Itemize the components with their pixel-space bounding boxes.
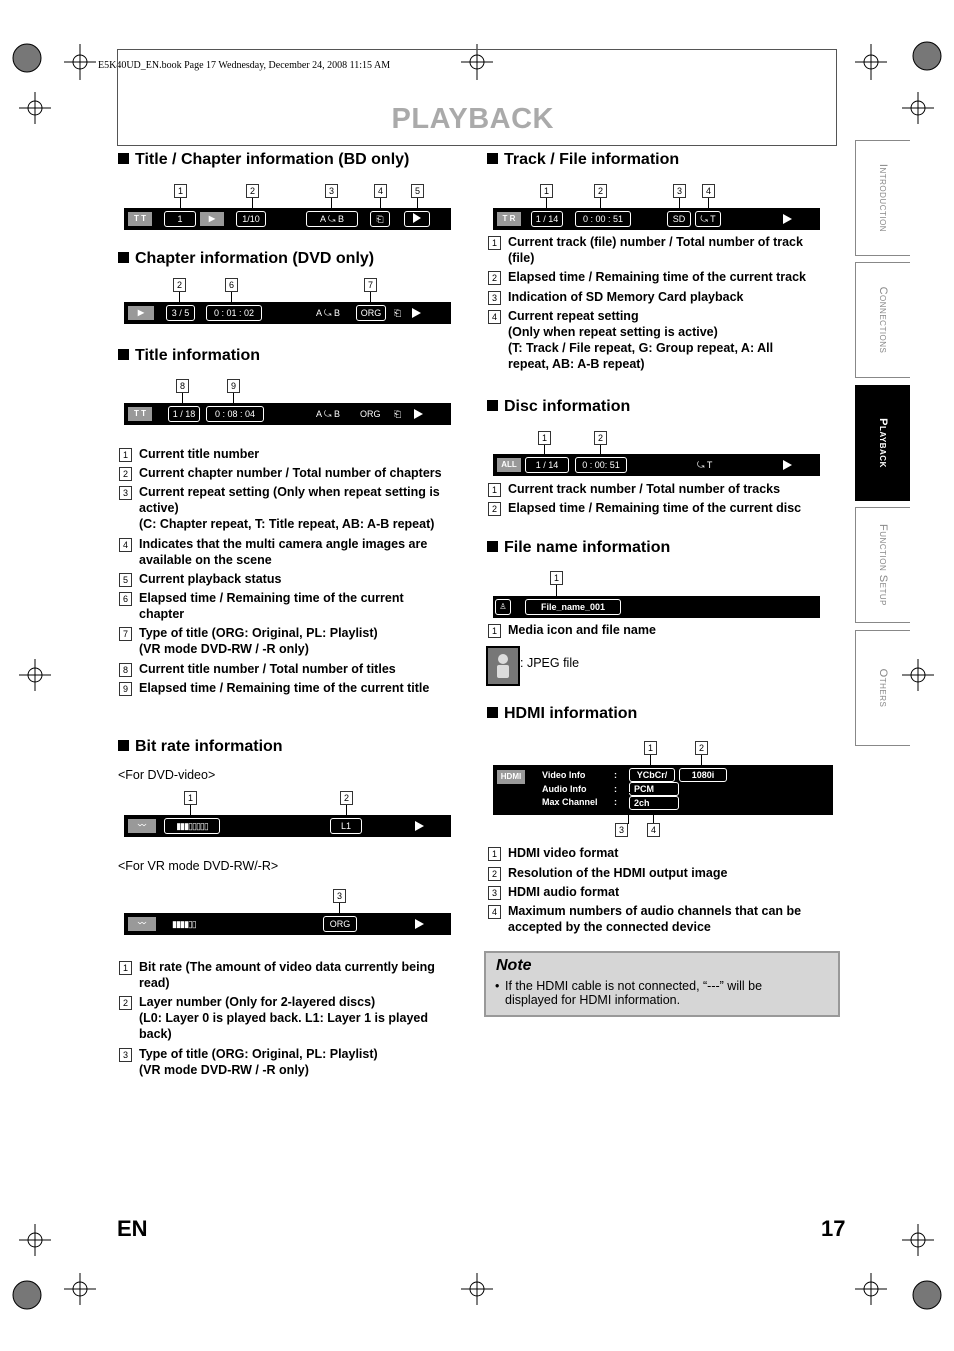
track-number: 1 / 14: [531, 211, 563, 227]
disc-info-bar: [493, 454, 820, 476]
repeat-indicator: ⤿ T: [695, 211, 721, 227]
elapsed-time: 0 : 08 : 04: [206, 406, 264, 422]
tt-tag: T T: [128, 212, 152, 226]
colon: :: [614, 770, 617, 780]
section-heading-hdmi: HDMI information: [487, 705, 637, 723]
video-info-label: Video Info: [542, 770, 586, 780]
callout-number: 4: [374, 184, 387, 198]
vr-mode-label: <For VR mode DVD-RW/-R>: [118, 859, 279, 873]
sd-indicator: SD: [667, 211, 691, 227]
callout-number: 2: [246, 184, 259, 198]
tab-introduction[interactable]: Introduction: [855, 140, 910, 256]
camera-angle-icon: ⎗: [394, 409, 402, 419]
bitrate-meter: ▮▮▮▯▯▯▯▯: [164, 818, 220, 834]
note-box: [484, 951, 840, 1017]
elapsed-time: 0 : 00: 51: [575, 457, 627, 473]
title-number: 1 / 18: [168, 406, 200, 422]
track-info-bar: [493, 208, 820, 230]
play-status: [404, 211, 430, 227]
callout-number: 1: [644, 741, 657, 755]
section-heading-disc: Disc information: [487, 398, 630, 416]
callout-number: 1: [550, 571, 563, 585]
dvd-video-label: <For DVD-video>: [118, 768, 216, 782]
callout-number: 1: [540, 184, 553, 198]
jpeg-icon: [486, 646, 520, 686]
repeat-indicator: A ⤿ B: [316, 409, 341, 419]
media-icon: ♙: [495, 599, 511, 615]
section-heading-bd: Title / Chapter information (BD only): [118, 151, 409, 169]
hdmi-info-panel: [493, 765, 833, 815]
layer-number: L1: [330, 818, 362, 834]
play-icon: [783, 460, 792, 470]
play-icon: [415, 821, 424, 831]
callout-number: 2: [173, 278, 186, 292]
section-heading-file: File name information: [487, 539, 670, 557]
note-text: If the HDMI cable is not connected, “---” will be displayed for HDMI information.: [505, 979, 763, 1007]
play-icon: [783, 214, 792, 224]
elapsed-time: 0 : 01 : 02: [206, 305, 262, 321]
chapter-icon: ▶: [200, 212, 224, 226]
tr-tag: T R: [497, 212, 521, 226]
repeat-indicator: ⤿ T: [697, 460, 713, 470]
audio-info-label: Audio Info: [542, 784, 587, 794]
max-channel-label: Max Channel: [542, 797, 598, 807]
resolution: 1080i: [679, 768, 727, 782]
file-info-bar: [493, 596, 820, 618]
title-info-bar: [124, 403, 451, 425]
video-format: YCbCr/: [629, 768, 675, 782]
callout-number: 3: [673, 184, 686, 198]
person-icon: [488, 648, 518, 684]
callout-number: 4: [647, 823, 660, 837]
chapter-icon: ▶: [128, 306, 154, 320]
bitrate-icon: 〰: [128, 917, 156, 931]
callout-number: 8: [176, 379, 189, 393]
camera-angle-icon: ⎗: [370, 211, 390, 227]
elapsed-time: 0 : 00 : 51: [575, 211, 631, 227]
callout-number: 2: [695, 741, 708, 755]
dvd-chapter-bar: [124, 302, 451, 324]
play-icon: [412, 308, 421, 318]
file-info: E5K40UD_EN.book Page 17 Wednesday, December 24, 2008 11:15 AM: [98, 60, 391, 71]
title-number: 1: [164, 211, 196, 227]
all-tag: ALL: [497, 458, 521, 472]
tab-function-setup[interactable]: Function Setup: [855, 507, 910, 623]
bitrate-icon: 〰: [128, 819, 156, 833]
tab-playback[interactable]: Playback: [855, 385, 910, 501]
callout-number: 9: [227, 379, 240, 393]
jpeg-label: : JPEG file: [520, 656, 580, 670]
callout-number: 1: [174, 184, 187, 198]
play-icon: [414, 409, 423, 419]
callout-number: 2: [340, 791, 353, 805]
callout-number: 4: [702, 184, 715, 198]
title-type: ORG: [323, 916, 357, 932]
section-heading-dvd-chapter: Chapter information (DVD only): [118, 250, 374, 268]
colon: :: [614, 784, 617, 794]
bitrate-bar-dvd: [124, 815, 451, 837]
camera-angle-icon: ⎗: [394, 308, 402, 318]
page-number: 17: [821, 1216, 846, 1241]
section-heading-bitrate: Bit rate information: [118, 738, 283, 756]
bd-info-bar: [124, 208, 451, 230]
callout-number: 1: [538, 431, 551, 445]
bitrate-meter: ▮▮▮▮▯▯: [172, 919, 196, 929]
bitrate-bar-vr: [124, 913, 451, 935]
chapter-number: 3 / 5: [166, 305, 195, 321]
colon: :: [614, 797, 617, 807]
callout-number: 3: [325, 184, 338, 198]
callout-number: 2: [594, 184, 607, 198]
title-type: ORG: [360, 409, 381, 419]
callout-number: 2: [594, 431, 607, 445]
tt-tag: T T: [128, 407, 152, 421]
audio-format: PCM: [629, 782, 679, 796]
page-title: PLAYBACK: [391, 103, 554, 135]
repeat-indicator: A ⤿ B: [316, 308, 341, 318]
language-label: EN: [117, 1216, 148, 1241]
section-heading-title: Title information: [118, 347, 260, 365]
section-heading-track: Track / File information: [487, 151, 679, 169]
callout-number: 1: [184, 791, 197, 805]
max-channels: 2ch: [629, 796, 679, 810]
track-number: 1 / 14: [525, 457, 569, 473]
tab-connections[interactable]: Connections: [855, 262, 910, 378]
note-bullet: •: [495, 979, 500, 993]
callout-number: 3: [333, 889, 346, 903]
file-name: File_name_001: [525, 599, 621, 615]
callout-number: 6: [225, 278, 238, 292]
callout-number: 3: [615, 823, 628, 837]
repeat-indicator: A ⤿ B: [306, 211, 358, 227]
callout-number: 5: [411, 184, 424, 198]
tab-others[interactable]: Others: [855, 630, 910, 746]
title-type: ORG: [356, 305, 386, 321]
callout-number: 7: [364, 278, 377, 292]
note-title: Note: [496, 957, 532, 974]
hdmi-tag: HDMI: [497, 770, 525, 784]
chapter-number: 1/10: [236, 211, 266, 227]
play-icon: [415, 919, 424, 929]
